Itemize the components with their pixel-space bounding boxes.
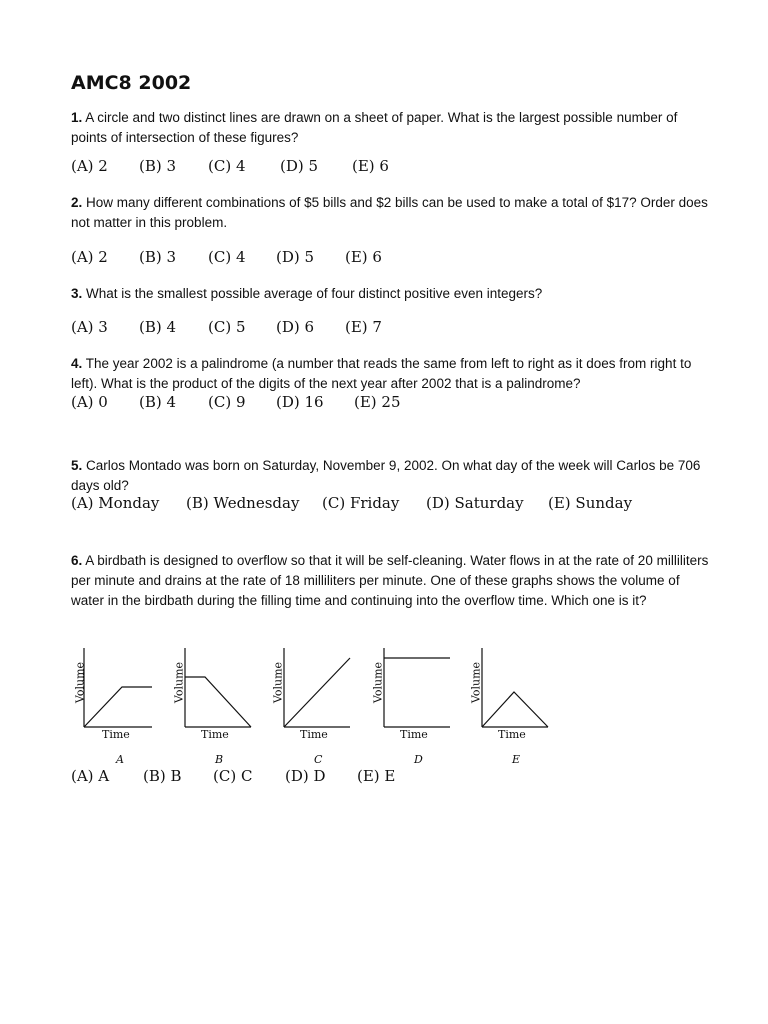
choice-a: (A) 0 (71, 393, 108, 411)
x-axis-label: Time (300, 728, 328, 741)
choice-d: (D) Saturday (426, 494, 524, 512)
question-6 (71, 551, 711, 611)
choice-e: (E) 6 (345, 248, 382, 266)
choice-b: (B) 4 (139, 318, 177, 336)
graph-a (70, 644, 156, 770)
question-text: A circle and two distinct lines are drawn on a sheet of paper. What is the largest possible number of points of intersection of these figures? (71, 110, 678, 145)
question-number: 1. (71, 110, 83, 125)
question-3 (71, 284, 711, 304)
question-number: 5. (71, 458, 83, 473)
graph-e-plot (466, 644, 552, 770)
y-axis-label: Volume (73, 661, 87, 704)
choice-a: (A) 3 (71, 318, 108, 336)
choice-b: (B) 3 (139, 248, 177, 266)
x-axis-label: Time (498, 728, 526, 741)
graph-letter: A (116, 753, 124, 766)
graph-letter: B (215, 753, 224, 766)
question-number: 4. (71, 356, 83, 371)
question-4 (71, 354, 711, 394)
graph-b-plot (169, 644, 255, 770)
choice-d: (D) 5 (280, 157, 319, 175)
choice-e: (E) 6 (352, 157, 389, 175)
graph-letter: D (414, 753, 423, 766)
y-axis-label: Volume (271, 661, 285, 704)
y-axis-label: Volume (172, 661, 186, 704)
choice-d: (D) D (285, 767, 326, 785)
graph-e (466, 644, 552, 770)
x-axis-label: Time (102, 728, 130, 741)
graph-c-plot (268, 644, 354, 770)
y-axis-label: Volume (371, 661, 385, 704)
choice-c: (C) C (213, 767, 253, 785)
question-number: 2. (71, 195, 83, 210)
choice-e: (E) 25 (354, 393, 401, 411)
choice-c: (C) 4 (208, 248, 246, 266)
choice-e: (E) 7 (345, 318, 382, 336)
graph-d (368, 644, 454, 770)
choice-a: (A) Monday (71, 494, 160, 512)
y-axis-label: Volume (469, 661, 483, 704)
choice-c: (C) 5 (208, 318, 246, 336)
choice-b: (B) B (143, 767, 182, 785)
choice-c: (C) 4 (208, 157, 246, 175)
choice-a: (A) 2 (71, 157, 108, 175)
question-5 (71, 456, 711, 496)
choice-c: (C) 9 (208, 393, 246, 411)
choice-d: (D) 5 (276, 248, 315, 266)
question-number: 3. (71, 286, 83, 301)
graph-b (169, 644, 255, 770)
choice-a: (A) 2 (71, 248, 108, 266)
question-text: What is the smallest possible average of four distinct positive even integers? (86, 286, 543, 301)
question-text: Carlos Montado was born on Saturday, November 9, 2002. On what day of the week will Carlos be 706 days old? (71, 458, 701, 493)
question-text: How many different combinations of $5 bills and $2 bills can be used to make a total of $17? Order does not matter in this problem. (71, 195, 708, 230)
x-axis-label: Time (400, 728, 428, 741)
choice-b: (B) Wednesday (186, 494, 300, 512)
graph-options (70, 644, 552, 770)
question-2 (71, 193, 711, 233)
choice-e: (E) Sunday (548, 494, 633, 512)
graph-c (268, 644, 354, 770)
graph-d-plot (368, 644, 454, 770)
choice-d: (D) 16 (276, 393, 324, 411)
choice-e: (E) E (357, 767, 396, 785)
graph-letter: E (512, 753, 521, 766)
question-text: The year 2002 is a palindrome (a number that reads the same from left to right as it does from right to left). What is the product of the digits of the next year after 2002 that is a palindrome? (71, 356, 692, 391)
question-number: 6. (71, 553, 83, 568)
choice-c: (C) Friday (322, 494, 400, 512)
choice-b: (B) 4 (139, 393, 177, 411)
question-1 (71, 108, 711, 148)
choice-d: (D) 6 (276, 318, 315, 336)
x-axis-label: Time (201, 728, 229, 741)
choice-b: (B) 3 (139, 157, 177, 175)
page-title: AMC8 2002 (71, 72, 192, 94)
graph-letter: C (314, 753, 323, 766)
question-text: A birdbath is designed to overflow so that it will be self-cleaning. Water flows in at the rate of 20 milliliters per minute and drains at the rate of 18 milliliters per minute. One of these graphs shows the volume of water in the birdbath during the filling time and continuing into the overflow time. Which one is it? (71, 553, 709, 608)
choice-a: (A) A (71, 767, 110, 785)
graph-a-plot (70, 644, 156, 770)
